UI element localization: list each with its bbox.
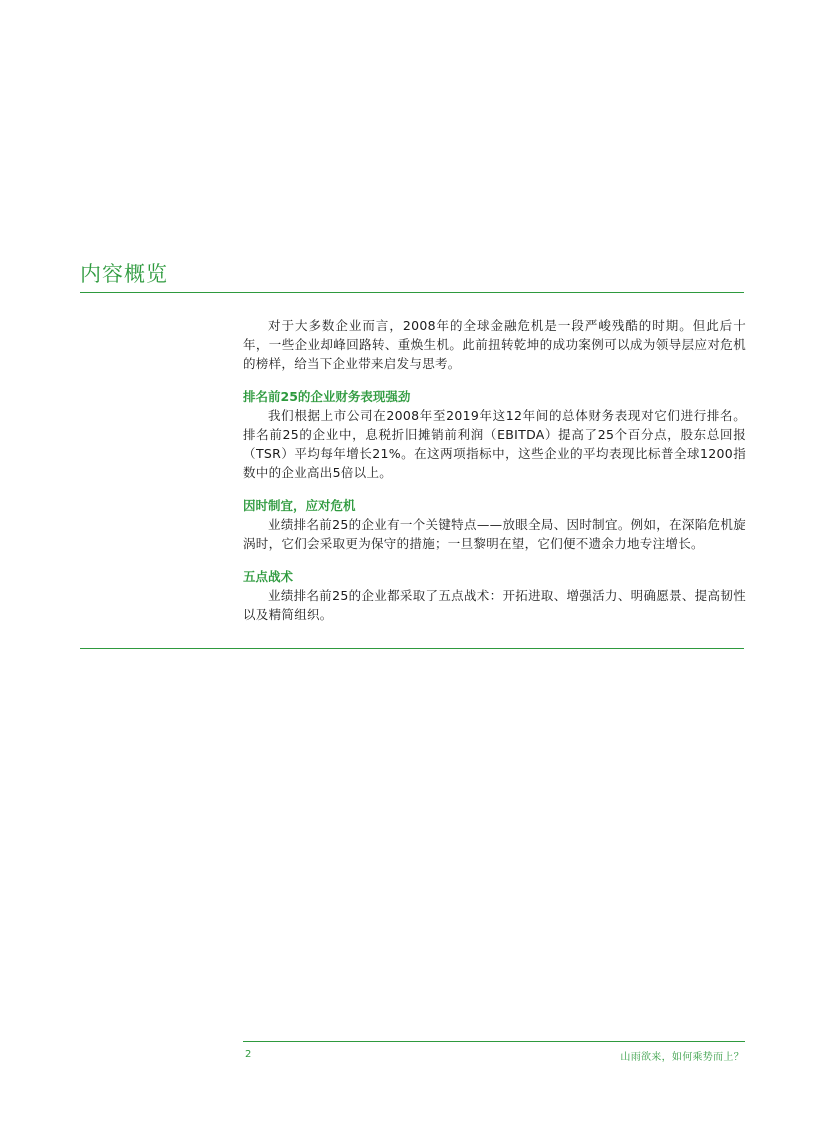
page-title: 内容概览 xyxy=(80,262,168,286)
page-number: 2 xyxy=(245,1049,252,1060)
footer-divider xyxy=(243,1041,745,1042)
section-body: 业绩排名前25的企业有一个关键特点——放眼全局、因时制宜。例如，在深陷危机旋涡时，它们会采取更为保守的措施；一旦黎明在望，它们便不遗余力地专注增长。 xyxy=(243,517,746,551)
title-divider xyxy=(80,292,744,293)
summary-content xyxy=(243,316,746,624)
section-heading: 五点战术 xyxy=(243,569,294,584)
section-five-tactics xyxy=(243,567,746,624)
section-heading: 因时制宜，应对危机 xyxy=(243,498,356,513)
section-body: 业绩排名前25的企业都采取了五点战术：开拓进取、增强活力、明确愿景、提高韧性以及精简组织。 xyxy=(243,588,746,622)
section-financial-performance xyxy=(243,387,746,482)
section-heading: 排名前25的企业财务表现强劲 xyxy=(243,389,411,404)
intro-paragraph: 对于大多数企业而言，2008年的全球金融危机是一段严峻残酷的时期。但此后十年，一些企业却峰回路转、重焕生机。此前扭转乾坤的成功案例可以成为领导层应对危机的榜样，给当下企业带来启发与思考。 xyxy=(243,318,746,371)
section-crisis-response xyxy=(243,496,746,553)
content-bottom-divider xyxy=(80,648,744,649)
section-body: 我们根据上市公司在2008年至2019年这12年间的总体财务表现对它们进行排名。排名前25的企业中，息税折旧摊销前利润（EBITDA）提高了25个百分点，股东总回报（TSR）平均每年增长21%。在这两项指标中，这些企业的平均表现比标普全球1200指数中的企业高出5倍以上。 xyxy=(243,408,746,480)
footer-report-title: 山雨欲来，如何乘势而上？ xyxy=(620,1052,744,1063)
